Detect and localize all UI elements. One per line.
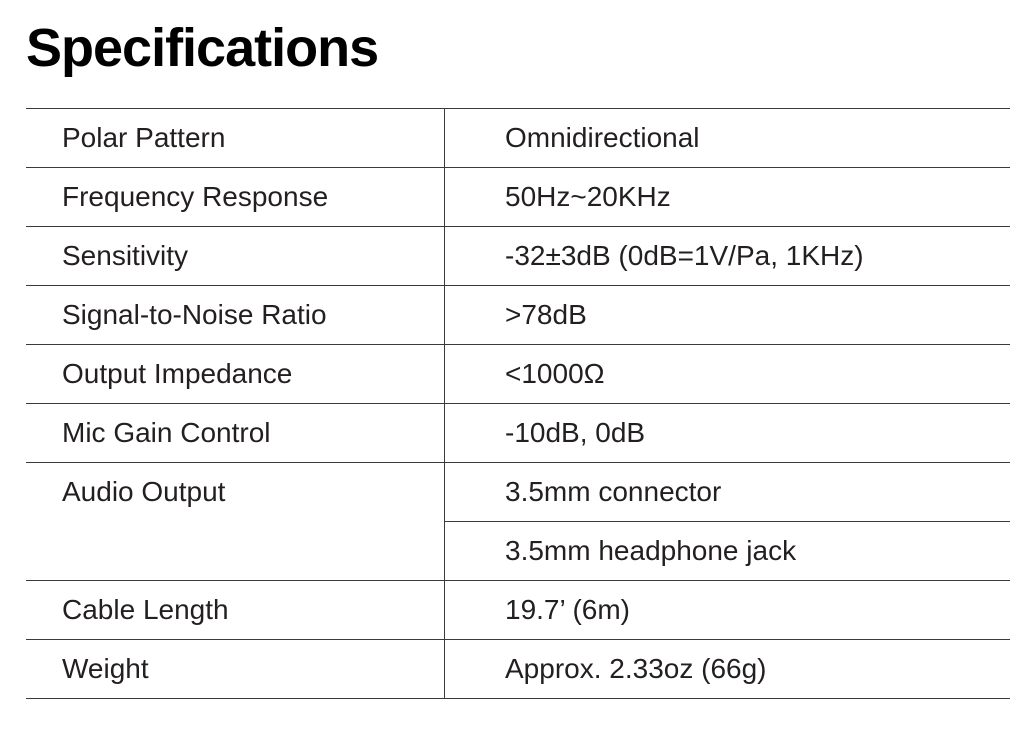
spec-label: Cable Length: [26, 581, 445, 639]
page-title: Specifications: [26, 18, 379, 78]
spec-label: Signal-to-Noise Ratio: [26, 286, 445, 344]
spec-row-mic-gain-control: [26, 404, 1010, 463]
spec-row-output-impedance: [26, 345, 1010, 404]
spec-label: Weight: [26, 640, 445, 698]
spec-row-frequency-response: [26, 168, 1010, 227]
spec-row-polar-pattern: [26, 109, 1010, 168]
spec-row-cable-length: [26, 581, 1010, 640]
spec-value: 50Hz~20KHz: [505, 181, 671, 212]
spec-label: Polar Pattern: [26, 109, 445, 167]
spec-value: 3.5mm connector: [505, 476, 722, 507]
spec-label: Sensitivity: [26, 227, 445, 285]
spec-row-sensitivity: [26, 227, 1010, 286]
spec-value: Approx. 2.33oz (66g): [505, 653, 767, 684]
spec-value: <1000Ω: [505, 358, 605, 389]
spec-label: Audio Output: [26, 463, 445, 580]
spec-values: [445, 168, 1010, 226]
spec-values: [445, 581, 1010, 639]
spec-row-weight: [26, 640, 1010, 699]
spec-values: [445, 227, 1010, 285]
spec-values: [445, 345, 1010, 403]
spec-value: Omnidirectional: [505, 122, 700, 153]
spec-label: Output Impedance: [26, 345, 445, 403]
spec-value: 19.7’ (6m): [505, 594, 631, 625]
spec-values: [445, 463, 1010, 580]
spec-value: >78dB: [505, 299, 587, 330]
spec-label: Frequency Response: [26, 168, 445, 226]
spec-label: Mic Gain Control: [26, 404, 445, 462]
spec-value: 3.5mm headphone jack: [445, 521, 1010, 580]
specifications-table: [26, 108, 1010, 699]
spec-value: -10dB, 0dB: [505, 417, 646, 448]
spec-value: -32±3dB (0dB=1V/Pa, 1KHz): [505, 240, 864, 271]
spec-row-audio-output: [26, 463, 1010, 581]
spec-row-signal-to-noise-ratio: [26, 286, 1010, 345]
spec-values: [445, 286, 1010, 344]
spec-values: [445, 404, 1010, 462]
spec-values: [445, 109, 1010, 167]
spec-values: [445, 640, 1010, 698]
